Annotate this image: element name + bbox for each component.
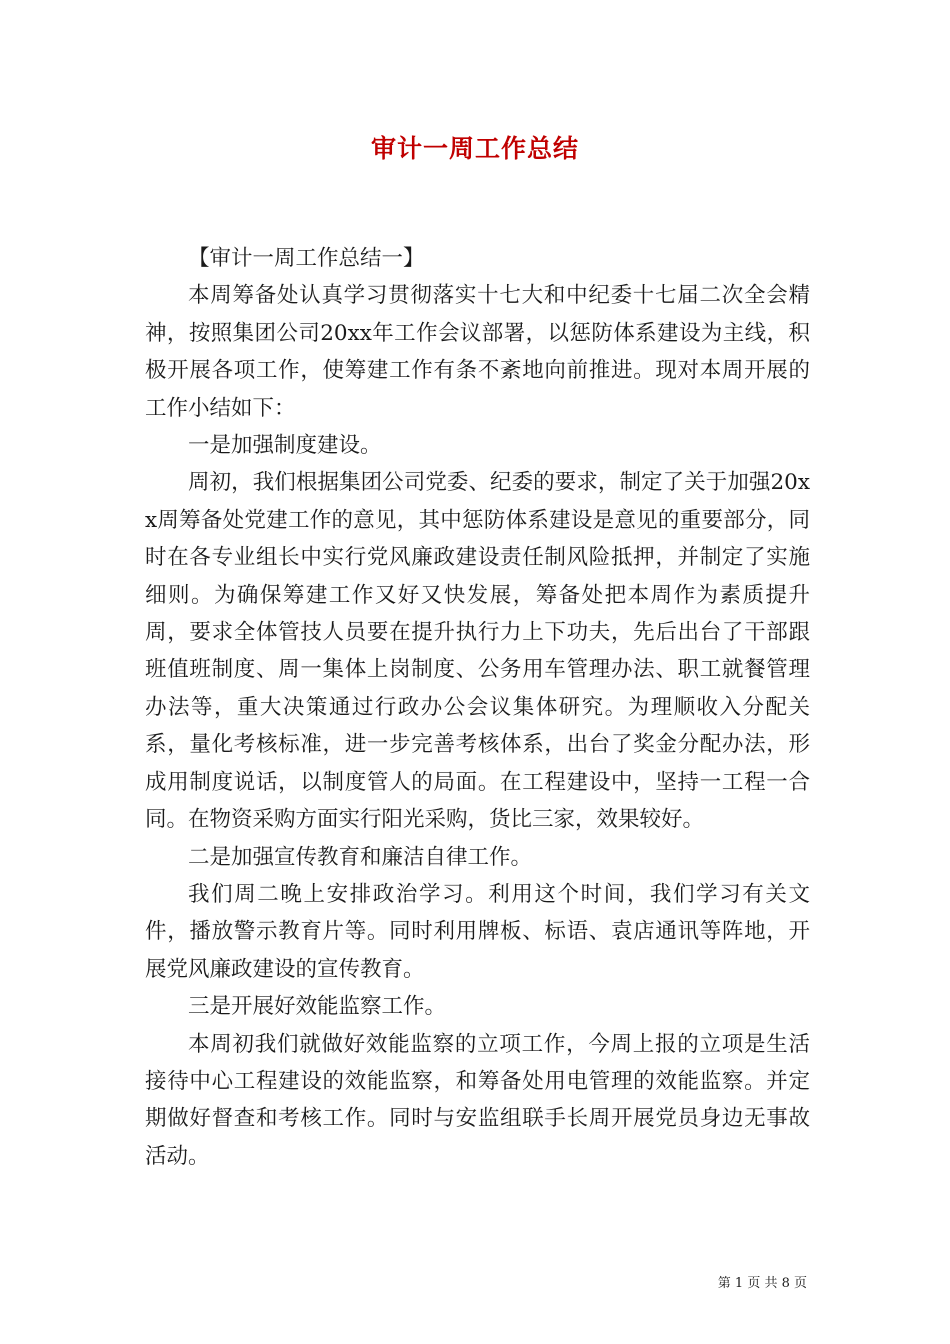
intro-paragraph: 本周筹备处认真学习贯彻落实十七大和中纪委十七届二次全会精神，按照集团公司20xx年工作会议部署，以惩防体系建设为主线，积极开展各项工作，使筹建工作有条不紊地向前推进。现对本周开展的工作小结如下：	[145, 283, 810, 421]
document-title: 审计一周工作总结	[370, 134, 579, 163]
point-one-heading: 一是加强制度建设。	[188, 433, 382, 459]
point-two-heading: 二是加强宣传教育和廉洁自律工作。	[188, 844, 533, 870]
section-heading: 【审计一周工作总结一】	[188, 246, 425, 271]
point-three-heading: 三是开展好效能监察工作。	[188, 994, 447, 1020]
page-number-footer: 第 1 页 共 8 页	[717, 1276, 807, 1291]
document-body	[145, 240, 810, 1175]
point-two-paragraph: 我们周二晚上安排政治学习。利用这个时间，我们学习有关文件，播放警示教育片等。同时利用牌板、标语、袁店通讯等阵地，开展党风廉政建设的宣传教育。	[145, 881, 810, 982]
point-one-paragraph: 周初，我们根据集团公司党委、纪委的要求，制定了关于加强20xx周筹备处党建工作的意见，其中惩防体系建设是意见的重要部分，同时在各专业组长中实行党风廉政建设责任制风险抵押，并制定了实施细则。为确保筹建工作又好又快发展，筹备处把本周作为素质提升周，要求全体管技人员要在提升执行力上下功夫，先后出台了干部跟班值班制度、周一集体上岗制度、公务用车管理办法、职工就餐管理办法等，重大决策通过行政办公会议集体研究。为理顺收入分配关系，量化考核标准，进一步完善考核体系，出台了奖金分配办法，形成用制度说话，以制度管人的局面。在工程建设中，坚持一工程一合同。在物资采购方面实行阳光采购，货比三家，效果较好。	[145, 470, 810, 833]
point-three-paragraph: 本周初我们就做好效能监察的立项工作，今周上报的立项是生活接待中心工程建设的效能监察，和筹备处用电管理的效能监察。并定期做好督查和考核工作。同时与安监组联手长周开展党员身边无事故活动。	[145, 1031, 810, 1169]
